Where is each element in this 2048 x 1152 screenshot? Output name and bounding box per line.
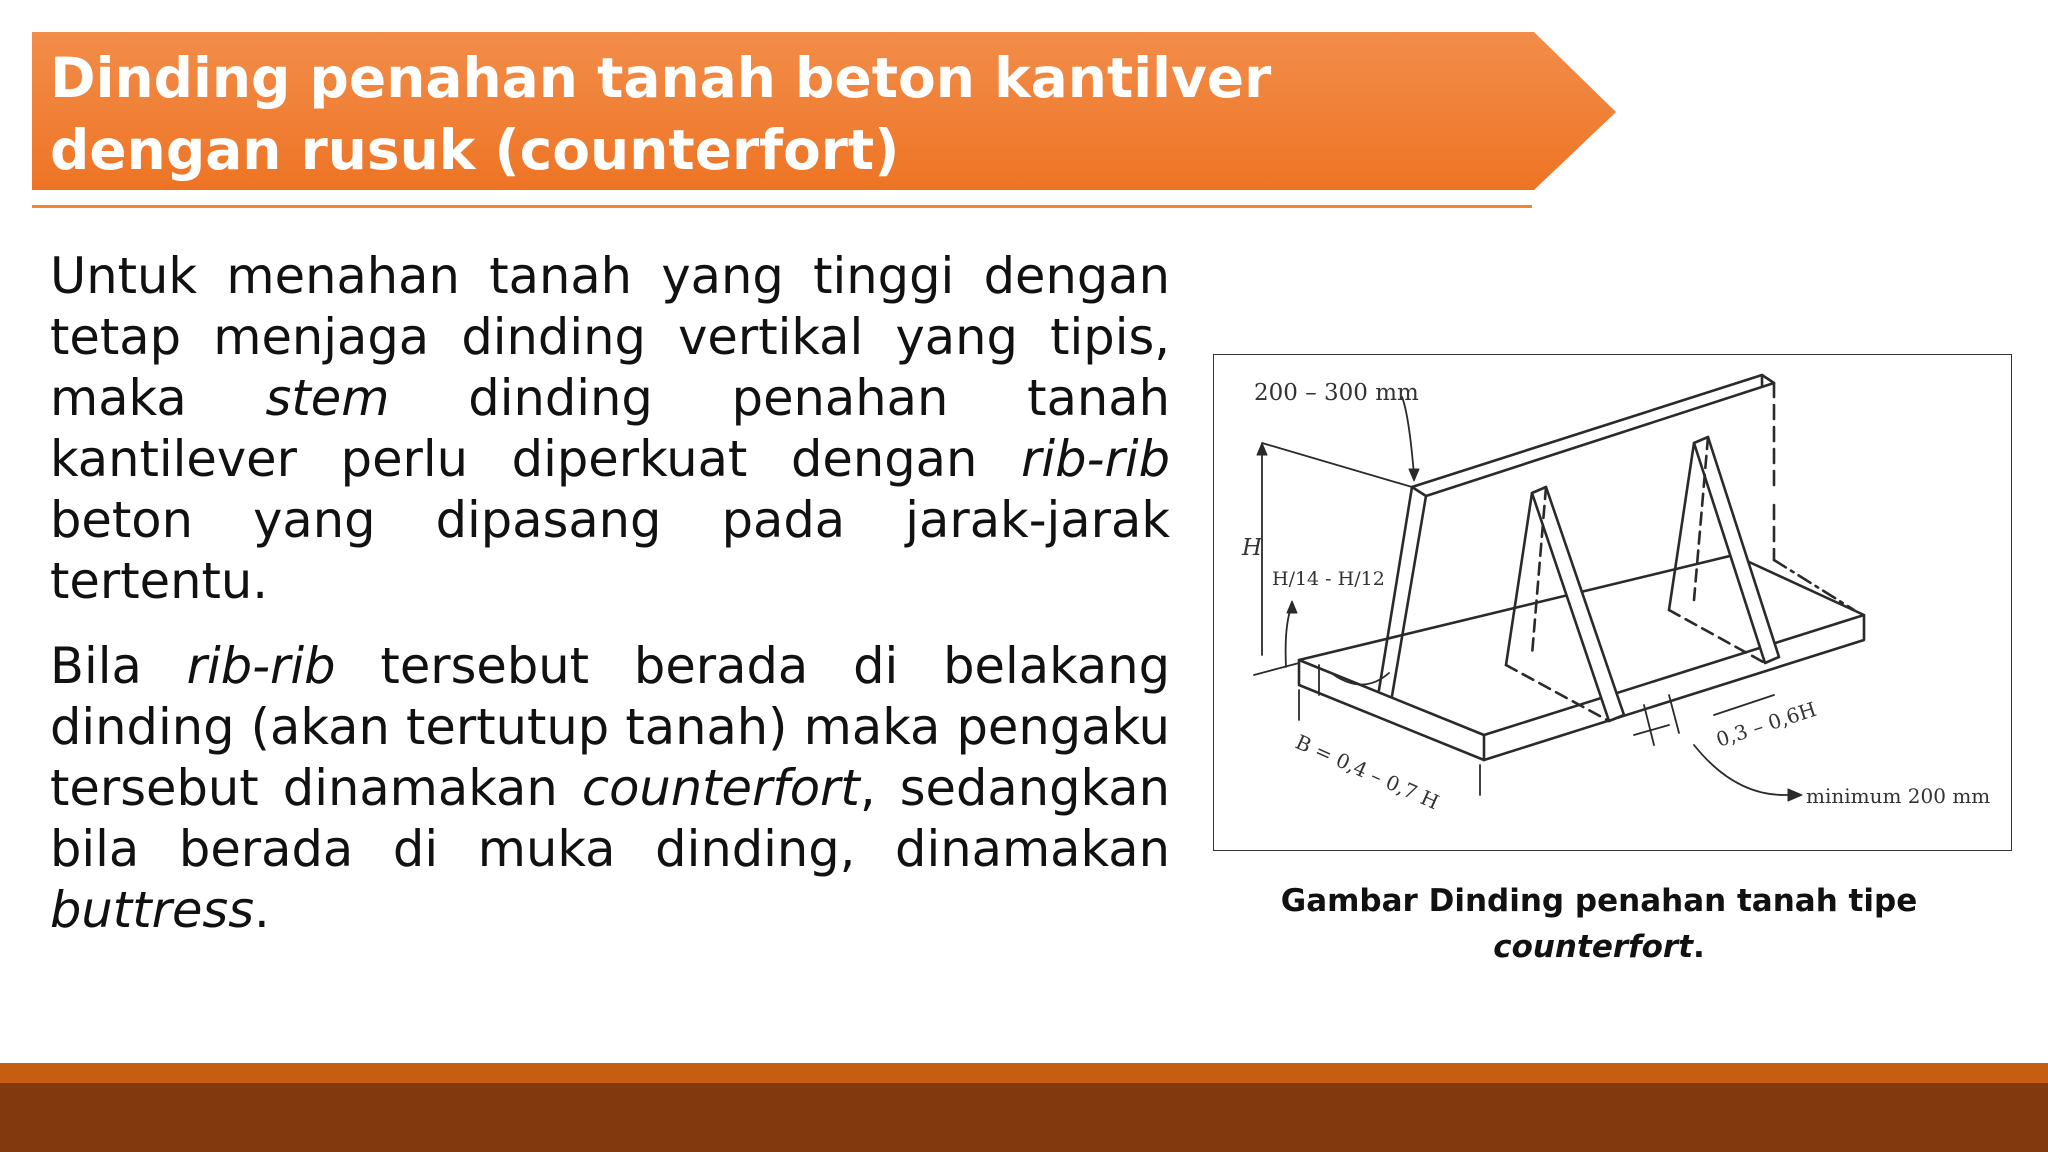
paragraph-2-text: . bbox=[254, 881, 270, 939]
label-top-thickness: 200 – 300 mm bbox=[1254, 380, 1419, 406]
term-rib-rib: rib-rib bbox=[186, 637, 336, 695]
term-stem: stem bbox=[265, 369, 390, 427]
label-minimum: minimum 200 mm bbox=[1806, 784, 1991, 808]
paragraph-1-text: Untuk menahan tanah yang tinggi dengan tetap menjaga dinding vertikal yang tipis, maka bbox=[50, 247, 1170, 427]
term-rib-rib: rib-rib bbox=[1021, 430, 1170, 488]
title-line-2: dengan rusuk (counterfort) bbox=[50, 118, 900, 182]
paragraph-2-text: , sedangkan bila berada di muka dinding, dinamakan bbox=[50, 759, 1171, 878]
figure-caption bbox=[1213, 878, 1985, 970]
label-rib-spacing: 0,3 – 0,6H bbox=[1713, 696, 1820, 752]
counterfort-drawing bbox=[1214, 355, 2013, 852]
paragraph-2-text: tersebut berada di belakang dinding (akan tertutup tanah) maka pengaku tersebut dinamakan bbox=[50, 637, 1170, 817]
paragraph-1-text: dinding penahan tanah kantilever perlu diperkuat dengan bbox=[50, 369, 1170, 488]
label-base-thickness: H/14 - H/12 bbox=[1272, 568, 1385, 590]
paragraph-2 bbox=[50, 636, 1170, 941]
caption-line-2 bbox=[1213, 924, 1985, 970]
term-buttress: buttress bbox=[50, 881, 254, 939]
label-base-width: B = 0,4 – 0,7 H bbox=[1291, 729, 1443, 815]
footer-band-dark bbox=[0, 1083, 2048, 1152]
caption-line-1: Gambar Dinding penahan tanah tipe bbox=[1280, 883, 1918, 919]
title-line-1: Dinding penahan tanah beton kantilver bbox=[50, 46, 1272, 110]
caption-term: counterfort bbox=[1493, 929, 1694, 965]
paragraph-1 bbox=[50, 246, 1170, 612]
title-banner bbox=[32, 32, 1616, 190]
body-text bbox=[50, 246, 1170, 965]
term-counterfort: counterfort bbox=[581, 759, 860, 817]
title-underline bbox=[32, 205, 1532, 208]
caption-period: . bbox=[1693, 929, 1705, 965]
footer-band-light bbox=[0, 1063, 2048, 1083]
paragraph-1-text: beton yang dipasang pada jarak-jarak tertentu. bbox=[50, 491, 1170, 610]
label-height: H bbox=[1242, 535, 1263, 561]
figure-counterfort-diagram bbox=[1213, 354, 2012, 851]
page-title bbox=[50, 42, 1450, 186]
paragraph-2-text: Bila bbox=[50, 637, 187, 695]
